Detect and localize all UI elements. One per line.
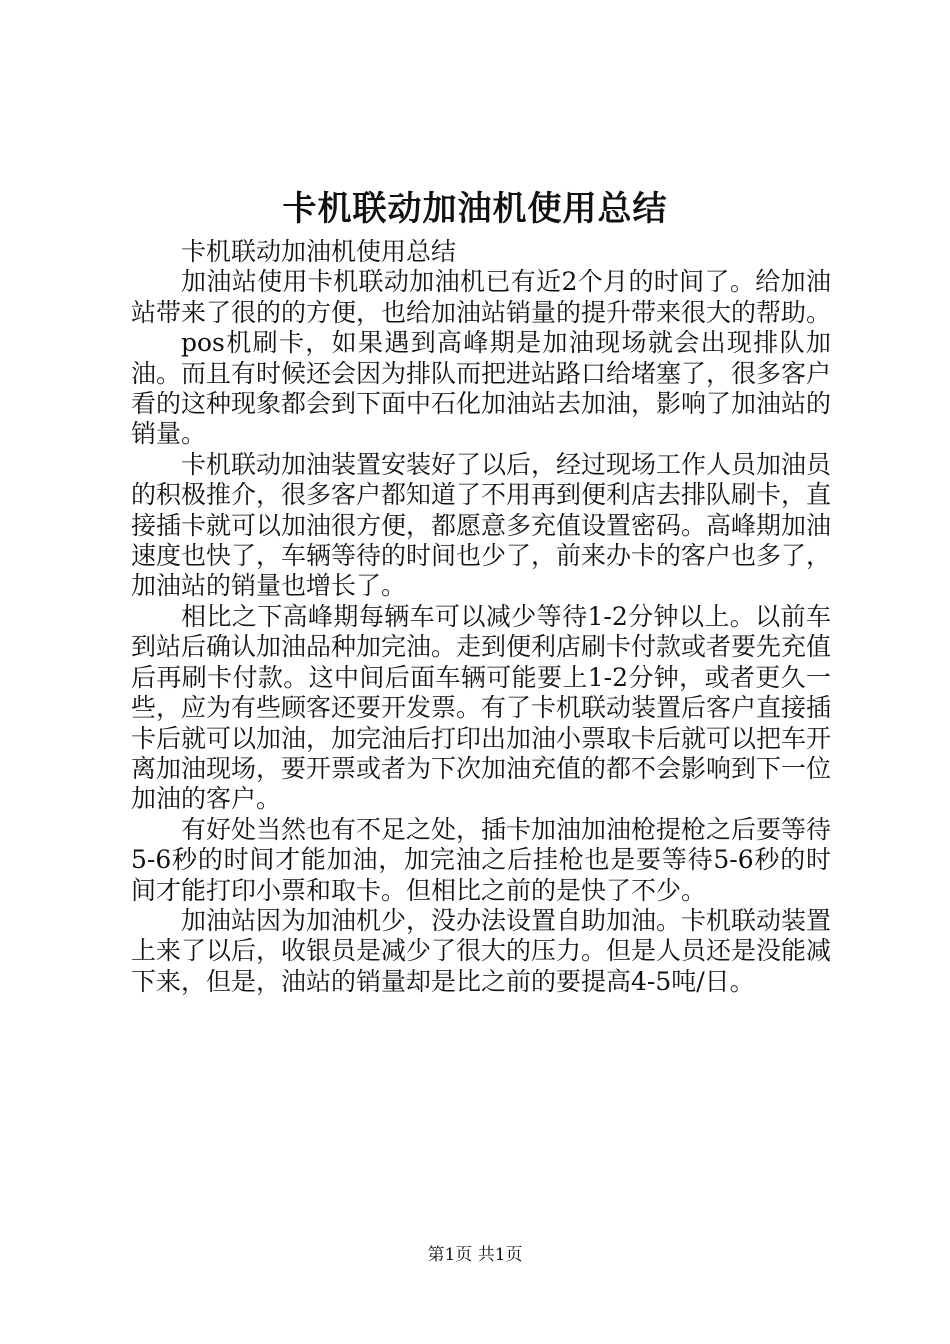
page-footer: 第1页 共1页 bbox=[427, 1245, 523, 1265]
paragraph-pos-queue: pos机刷卡，如果遇到高峰期是加油现场就会出现排队加油。而且有时候还会因为排队而把进站路口给堵塞了，很多客户看的这种现象都会到下面中石化加油站去加油，影响了加油站的销量。 bbox=[131, 328, 832, 449]
paragraph-subtitle: 卡机联动加油机使用总结 bbox=[181, 237, 457, 266]
paragraph-installation: 卡机联动加油装置安装好了以后，经过现场工作人员加油员的积极推介，很多客户都知道了不用再到便利店去排队刷卡，直接插卡就可以加油很方便，都愿意多充值设置密码。高峰期加油速度也快了，车辆等待的时间也少了，前来办卡的客户也多了，加油站的销量也增长了。 bbox=[131, 449, 832, 601]
paragraph-conclusion: 加油站因为加油机少，没办法设置自助加油。卡机联动装置上来了以后，收银员是减少了很大的压力。但是人员还是没能减下来，但是，油站的销量却是比之前的要提高4-5吨/日。 bbox=[131, 905, 832, 996]
paragraph-drawbacks: 有好处当然也有不足之处，插卡加油加油枪提枪之后要等待5-6秒的时间才能加油，加完油之后挂枪也是要等待5-6秒的时间才能打印小票和取卡。但相比之前的是快了不少。 bbox=[131, 814, 832, 905]
document-body bbox=[131, 237, 831, 997]
paragraph-comparison: 相比之下高峰期每辆车可以减少等待1-2分钟以上。以前车到站后确认加油品种加完油。走到便利店刷卡付款或者要先充值后再刷卡付款。这中间后面车辆可能要上1-2分钟，或者更久一些，应为有些顾客还要开发票。有了卡机联动装置后客户直接插卡后就可以加油，加完油后打印出加油小票取卡后就可以把车开离加油现场，要开票或者为下次加油充值的都不会影响到下一位加油的客户。 bbox=[131, 601, 832, 814]
document-title: 卡机联动加油机使用总结 bbox=[282, 189, 668, 229]
paragraph-intro: 加油站使用卡机联动加油机已有近2个月的时间了。给加油站带来了很的的方便，也给加油站销量的提升带来很大的帮助。 bbox=[131, 267, 832, 327]
